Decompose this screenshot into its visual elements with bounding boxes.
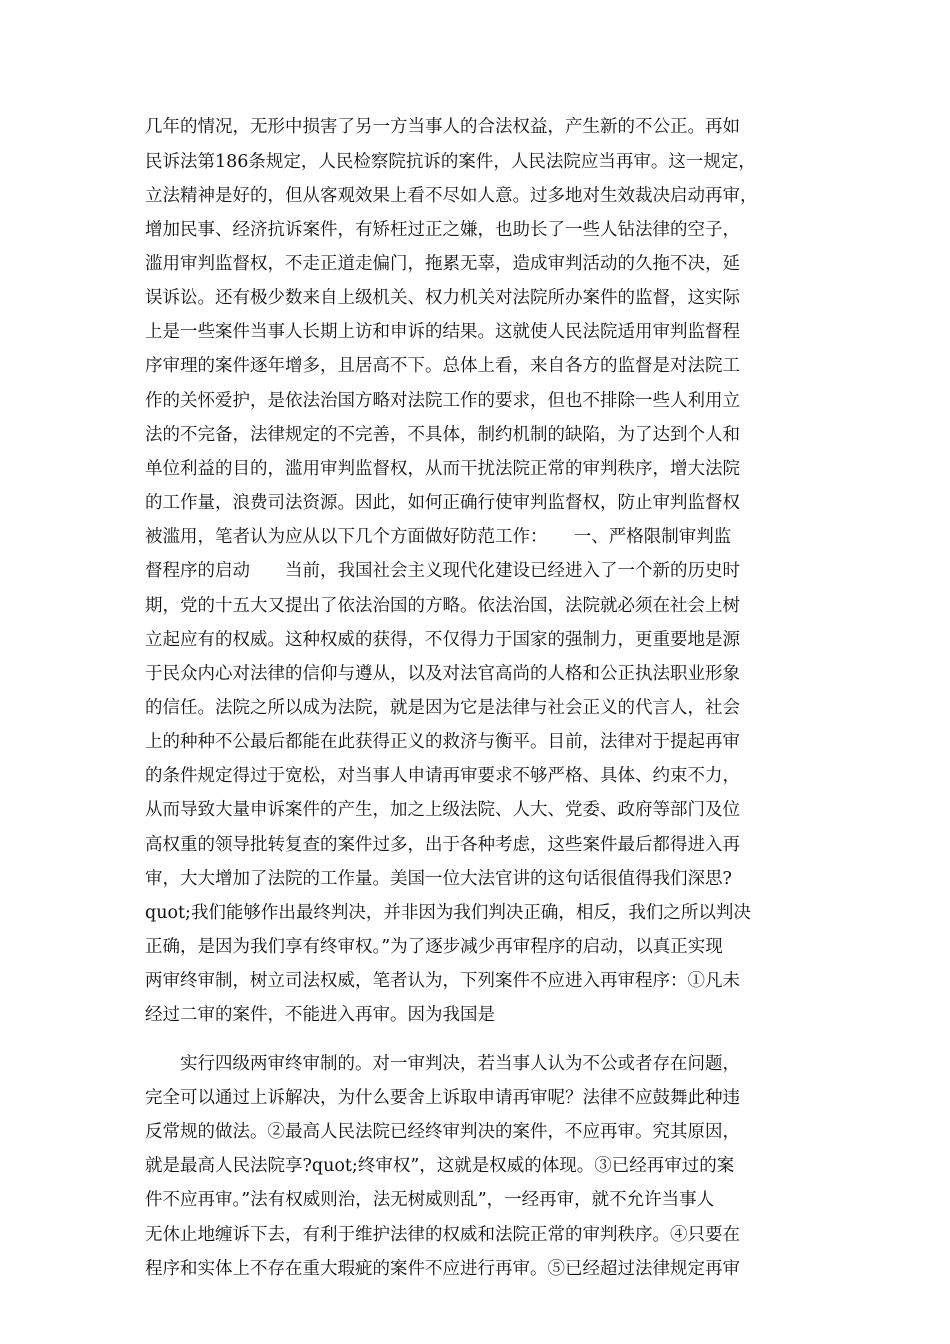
text-line: 上是一些案件当事人长期上访和申诉的结果。这就使人民法院适用审判监督程 xyxy=(145,322,740,342)
text-line: 从而导致大量申诉案件的产生，加之上级法院、人大、党委、政府等部门及位 xyxy=(145,800,740,820)
text-line: quot;我们能够作出最终判决，并非因为我们判决正确，相反，我们之所以判决 xyxy=(145,903,751,923)
text-line: 件不应再审。”法有权威则治，法无树威则乱”，一经再审，就不允许当事人 xyxy=(145,1190,715,1210)
text-line: 无休止地缠诉下去，有利于维护法律的权威和法院正常的审判秩序。④只要在 xyxy=(145,1225,740,1245)
text-line: 上的种种不公最后都能在此获得正义的救济与衡平。目前，法律对于提起再审 xyxy=(145,732,740,752)
text-line: 审，大大增加了法院的工作量。美国一位大法官讲的这句话很值得我们深思? xyxy=(145,869,732,889)
text-line: 滥用审判监督权，不走正道走偏门，拖累无辜，造成审判活动的久拖不决，延 xyxy=(145,254,740,274)
text-line: 高权重的领导批转复查的案件过多，出于各种考虑，这些案件最后都得进入再 xyxy=(145,835,740,855)
text-line: 的信任。法院之所以成为法院，就是因为它是法律与社会正义的代言人，社会 xyxy=(145,698,740,718)
text-line: 正确，是因为我们享有终审权。”为了逐步减少再审程序的启动，以真正实现 xyxy=(145,937,723,957)
text-line: 立法精神是好的，但从客观效果上看不尽如人意。过多地对生效裁决启动再审， xyxy=(145,186,758,206)
text-line: 单位利益的目的，滥用审判监督权，从而干扰法院正常的审判秩序，增大法院 xyxy=(145,459,740,479)
text-line: 作的关怀爱护，是依法治国方略对法院工作的要求，但也不排除一些人利用立 xyxy=(145,391,740,411)
text-line: 程序和实体上不存在重大瑕疵的案件不应进行再审。⑤已经超过法律规定再审 xyxy=(145,1259,740,1279)
text-line: 立起应有的权威。这种权威的获得，不仅得力于国家的强制力，更重要地是源 xyxy=(145,630,740,650)
text-line: 增加民事、经济抗诉案件，有矫枉过正之嫌，也助长了一些人钻法律的空子， xyxy=(145,220,740,240)
text-line: 民诉法第186条规定，人民检察院抗诉的案件，人民法院应当再审。这一规定， xyxy=(145,152,756,172)
text-line: 督程序的启动 当前，我国社会主义现代化建设已经进入了一个新的历史时 xyxy=(145,561,740,581)
text-line: 实行四级两审终审制的。对一审判决，若当事人认为不公或者存在问题， xyxy=(145,1054,740,1074)
text-line: 误诉讼。还有极少数来自上级机关、权力机关对法院所办案件的监督，这实际 xyxy=(145,288,740,308)
text-line: 序审理的案件逐年增多，且居高不下。总体上看，来自各方的监督是对法院工 xyxy=(145,356,740,376)
text-line: 的条件规定得过于宽松，对当事人申请再审要求不够严格、具体、约束不力， xyxy=(145,766,740,786)
text-line: 法的不完备，法律规定的不完善，不具体，制约机制的缺陷，为了达到个人和 xyxy=(145,425,740,445)
text-line: 几年的情况，无形中损害了另一方当事人的合法权益，产生新的不公正。再如 xyxy=(145,117,740,137)
text-line: 经过二审的案件，不能进入再审。因为我国是 xyxy=(145,1005,495,1025)
text-line: 的工作量，浪费司法资源。因此，如何正确行使审判监督权，防止审判监督权 xyxy=(145,493,740,513)
text-line: 期，党的十五大又提出了依法治国的方略。依法治国，法院就必须在社会上树 xyxy=(145,596,740,616)
text-line: 就是最高人民法院享?quot;终审权”，这就是权威的体现。③已经再审过的案 xyxy=(145,1156,735,1176)
text-line: 被滥用，笔者认为应从以下几个方面做好防范工作： 一、严格限制审判监 xyxy=(145,527,732,547)
text-line: 于民众内心对法律的信仰与遵从，以及对法官高尚的人格和公正执法职业形象 xyxy=(145,664,740,684)
text-line: 完全可以通过上诉解决，为什么要舍上诉取申请再审呢？法律不应鼓舞此种违 xyxy=(145,1088,740,1108)
text-line: 反常规的做法。②最高人民法院已经终审判决的案件，不应再审。究其原因， xyxy=(145,1122,740,1142)
text-line: 两审终审制，树立司法权威，笔者认为，下列案件不应进入再审程序：①凡未 xyxy=(145,971,740,991)
